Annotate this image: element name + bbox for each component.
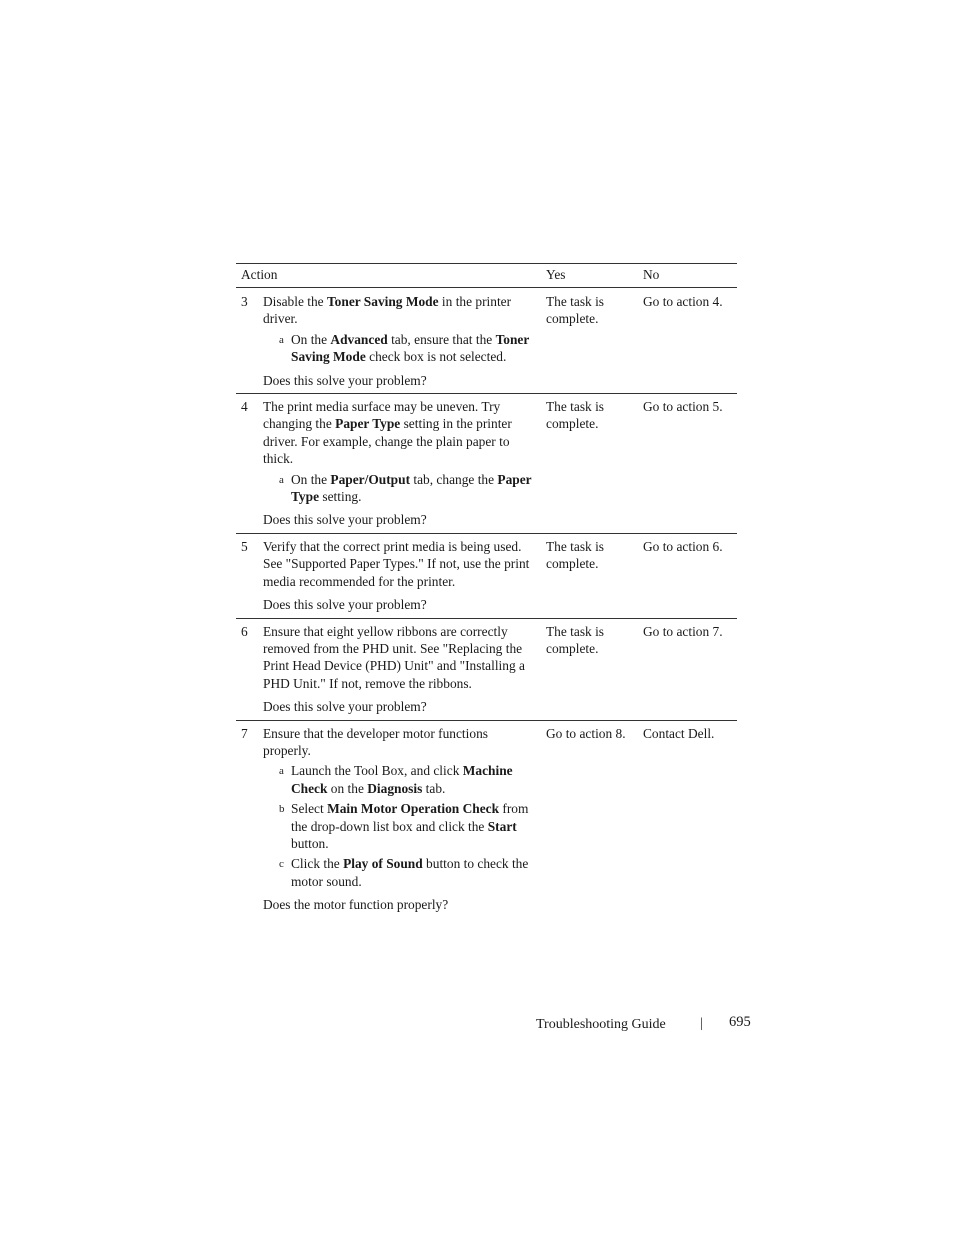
no-cell: Go to action 5. [643, 399, 723, 415]
question-text: Does this solve your problem? [263, 372, 427, 388]
action-number: 4 [241, 399, 248, 415]
sub-step-letter: a [279, 473, 284, 486]
action-cell [263, 623, 539, 716]
question-text: Does this solve your problem? [263, 597, 427, 613]
action-number: 6 [241, 623, 248, 639]
no-cell: Go to action 4. [643, 294, 723, 309]
sub-step-text: Launch the Tool Box, and click Machine Check on the Diagnosis tab. [291, 763, 513, 796]
table-row [236, 288, 737, 394]
question-text: Does this solve your problem? [263, 699, 427, 715]
table-row [236, 394, 737, 534]
yes-cell: The task is complete. [546, 294, 605, 327]
sub-step [279, 331, 539, 366]
action-cell [263, 293, 539, 389]
footer-title: Troubleshooting Guide [536, 1017, 666, 1032]
action-text: Disable the Toner Saving Mode in the printer driver. [263, 294, 512, 327]
footer-separator: | [700, 1016, 703, 1031]
troubleshooting-table [236, 263, 737, 918]
action-cell [263, 725, 539, 914]
action-text: The print media surface may be uneven. Try changing the Paper Type setting in the printer driver. For example, change the plain paper to thick. [263, 399, 512, 467]
page-number: 695 [729, 1014, 751, 1030]
table-row [236, 534, 737, 619]
page-footer [536, 1014, 756, 1034]
sub-step-letter: c [279, 858, 284, 871]
action-text: Ensure that eight yellow ribbons are correctly removed from the PHD unit. See "Replacing the Print Head Device (PHD) Unit" and "Installing a PHD Unit." If not, remove the ribbons. [263, 623, 525, 691]
table-row [236, 619, 737, 721]
action-text: Ensure that the developer motor functions properly. [263, 725, 488, 758]
header-yes: Yes [546, 267, 566, 282]
question-text: Does the motor function properly? [263, 897, 449, 913]
action-text: Verify that the correct print media is being used. See "Supported Paper Types." If not, use the print media recommended for the printer. [263, 538, 530, 589]
action-cell [263, 538, 539, 614]
yes-cell: The task is complete. [546, 623, 605, 656]
yes-cell: The task is complete. [546, 538, 605, 572]
no-cell: Go to action 7. [643, 623, 723, 639]
action-number: 3 [241, 294, 248, 309]
sub-step [279, 762, 539, 797]
sub-step-letter: b [279, 803, 285, 816]
table-row [236, 721, 737, 918]
sub-step-text: Click the Play of Sound button to check the motor sound. [291, 856, 529, 889]
action-number: 7 [241, 725, 248, 741]
sub-step-letter: a [279, 333, 284, 346]
sub-step [279, 471, 539, 506]
no-cell: Contact Dell. [643, 725, 715, 741]
sub-step [279, 855, 539, 890]
header-no: No [643, 267, 660, 282]
header-action: Action [241, 267, 278, 282]
sub-step-text: On the Advanced tab, ensure that the Toner Saving Mode check box is not selected. [291, 331, 530, 365]
yes-cell: The task is complete. [546, 399, 605, 432]
action-number: 5 [241, 538, 248, 554]
question-text: Does this solve your problem? [263, 512, 427, 528]
yes-cell: Go to action 8. [546, 725, 626, 741]
sub-step-text: On the Paper/Output tab, change the Paper Type setting. [291, 471, 532, 505]
sub-step [279, 800, 539, 852]
no-cell: Go to action 6. [643, 538, 723, 554]
action-cell [263, 398, 539, 529]
sub-step-letter: a [279, 765, 284, 778]
sub-step-text: Select Main Motor Operation Check from the drop-down list box and click the Start button. [291, 801, 529, 851]
table-body [236, 288, 737, 918]
table-header [236, 263, 737, 288]
